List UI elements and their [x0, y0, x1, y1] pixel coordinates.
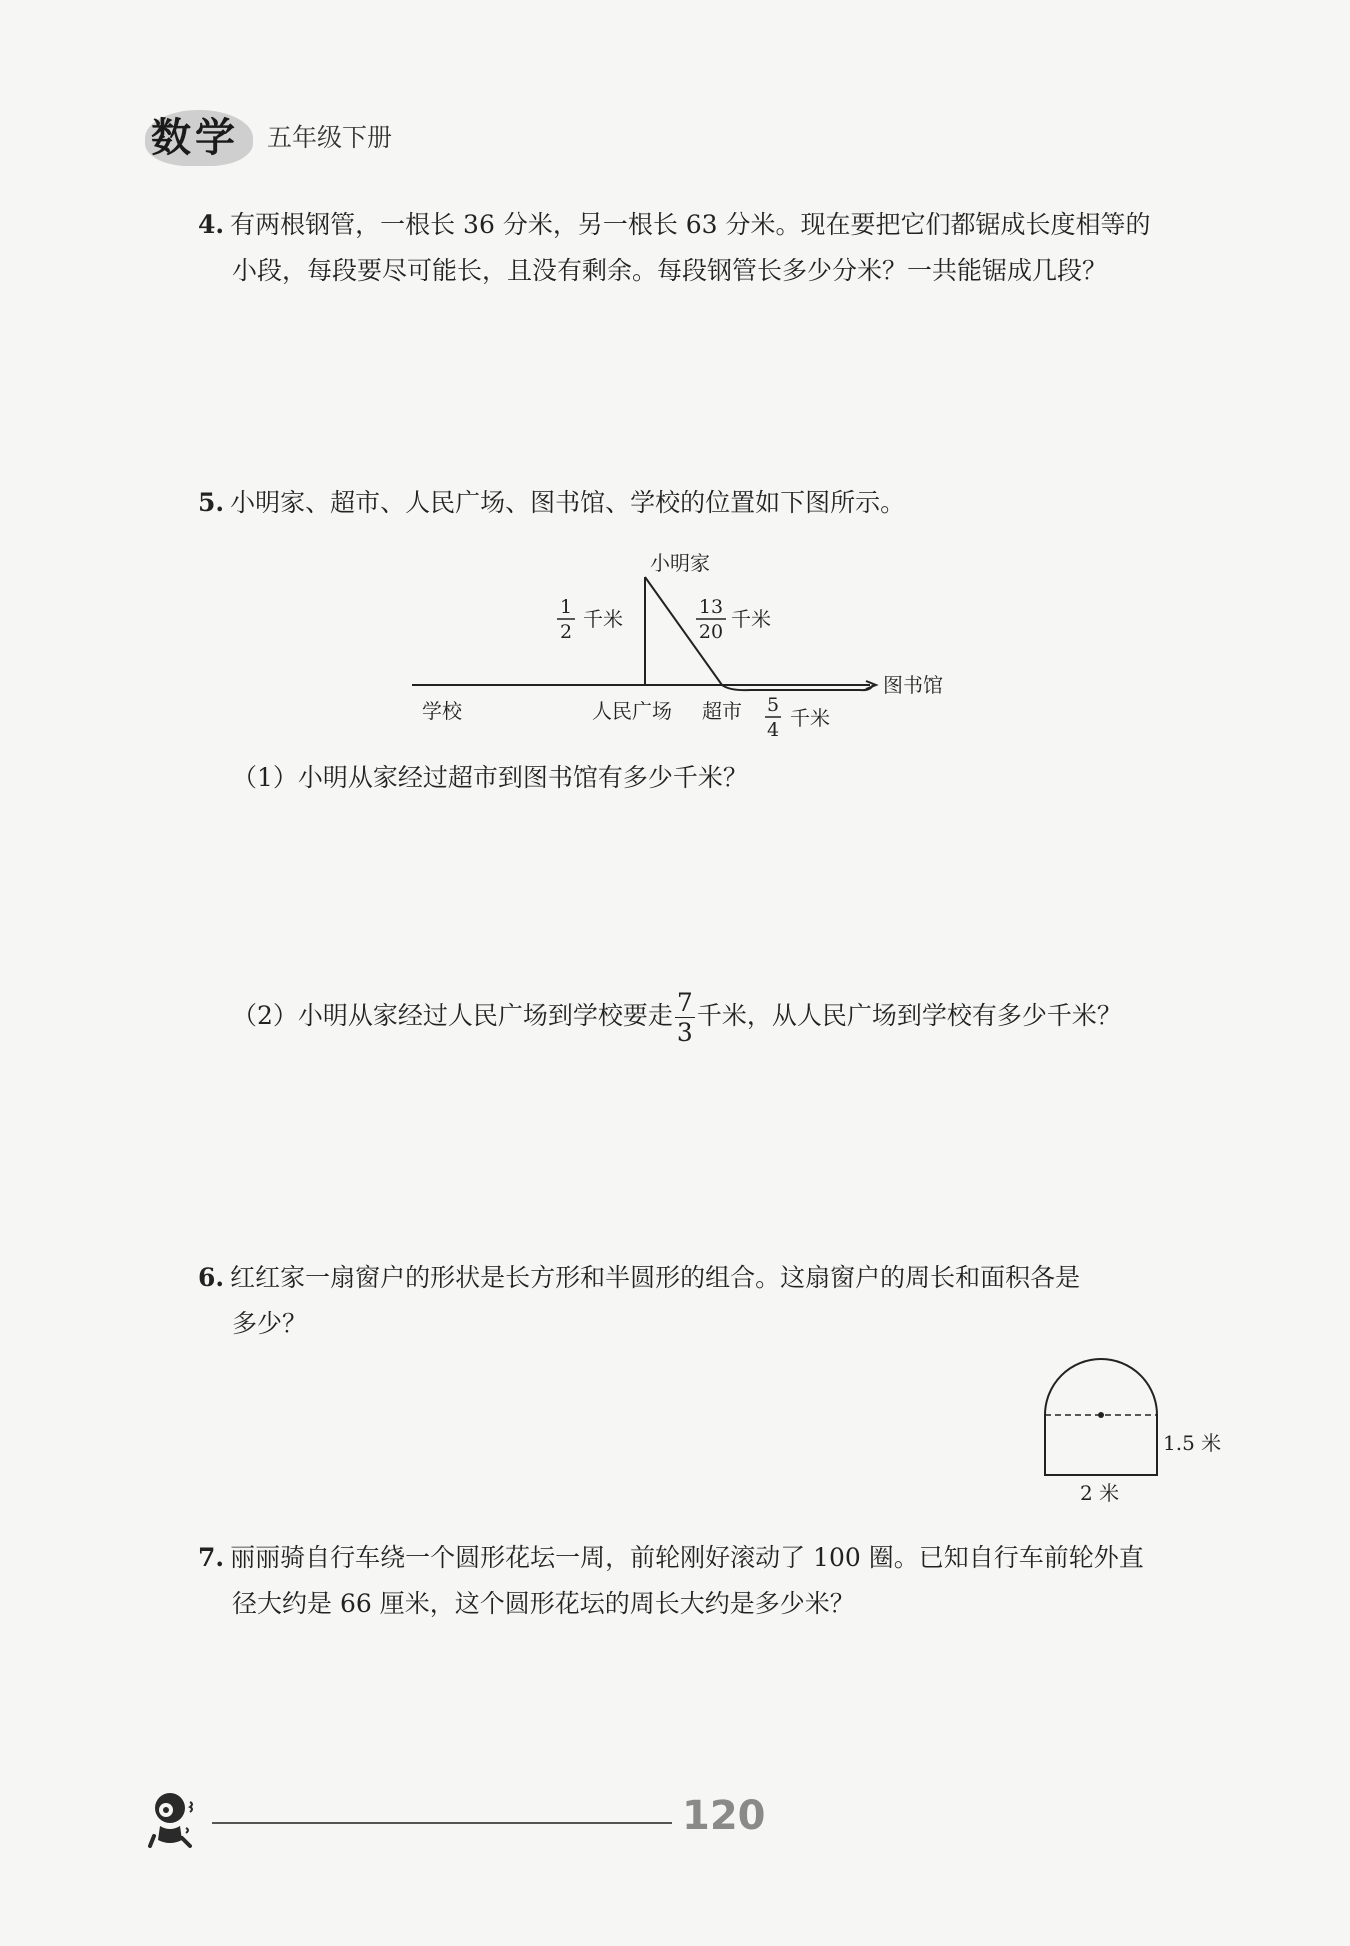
frac-market-library-den: 4 [766, 719, 780, 741]
frac-market-library-num: 5 [766, 694, 780, 716]
frac-home-market-den: 20 [698, 621, 724, 643]
frac-home-square-den: 2 [559, 621, 573, 643]
question-5-sub-2 [232, 990, 1122, 1045]
fraction-numerator: 7 [676, 988, 693, 1017]
question-number: 5. [198, 488, 225, 517]
frac-home-square-num: 1 [559, 596, 573, 618]
window-diagram [1030, 1345, 1230, 1510]
label-school: 学校 [422, 699, 462, 723]
fraction-denominator: 3 [676, 1018, 693, 1047]
label-square: 人民广场 [592, 699, 672, 723]
location-map-diagram [400, 540, 970, 750]
header-title: 数学 [151, 115, 239, 161]
window-center-dot [1098, 1412, 1104, 1418]
unit-home-market: 千米 [731, 607, 771, 631]
sub2-fraction [675, 990, 695, 1045]
question-text: 小明家、超市、人民广场、图书馆、学校的位置如下图所示。 [230, 488, 906, 517]
window-height-label: 1.5 米 [1163, 1431, 1222, 1455]
label-market: 超市 [702, 699, 742, 723]
question-5 [198, 480, 1238, 526]
frac-home-market-num: 13 [698, 596, 724, 618]
question-5-sub-1: （1）小明从家经过超市到图书馆有多少千米？ [232, 763, 748, 792]
question-text: 红红家一扇窗户的形状是长方形和半圆形的组合。这扇窗户的周长和面积各是 [230, 1263, 1081, 1292]
question-6 [198, 1255, 1238, 1347]
question-number: 7. [198, 1543, 225, 1572]
unit-market-library: 千米 [790, 706, 830, 730]
question-text-line2: 径大约是 66 厘米，这个圆形花坛的周长大约是多少米？ [232, 1589, 855, 1618]
question-text-line2: 小段，每段要尽可能长，且没有剩余。每段钢管长多少分米？一共能锯成几段？ [232, 256, 1108, 285]
label-home: 小明家 [650, 551, 710, 575]
mascot-icon [146, 1788, 208, 1850]
question-text: 有两根钢管，一根长 36 分米，另一根长 63 分米。现在要把它们都锯成长度相等的 [230, 210, 1151, 239]
question-4 [198, 202, 1238, 294]
label-library: 图书馆 [883, 673, 943, 697]
question-text-line2: 多少？ [232, 1309, 308, 1338]
window-width-label: 2 米 [1080, 1481, 1120, 1505]
question-number: 6. [198, 1263, 225, 1292]
question-text: 丽丽骑自行车绕一个圆形花坛一周，前轮刚好滚动了 100 圈。已知自行车前轮外直 [230, 1543, 1144, 1572]
unit-home-square: 千米 [583, 607, 623, 631]
sub2-text-before: （2）小明从家经过人民广场到学校要走 [232, 1001, 673, 1030]
page-number: 120 [682, 1793, 766, 1839]
sub2-text-after: 千米，从人民广场到学校有多少千米？ [696, 1001, 1122, 1030]
header-subtitle: 五年级下册 [267, 123, 393, 152]
question-7 [198, 1535, 1238, 1627]
question-number: 4. [198, 210, 225, 239]
footer-rule [212, 1822, 672, 1824]
